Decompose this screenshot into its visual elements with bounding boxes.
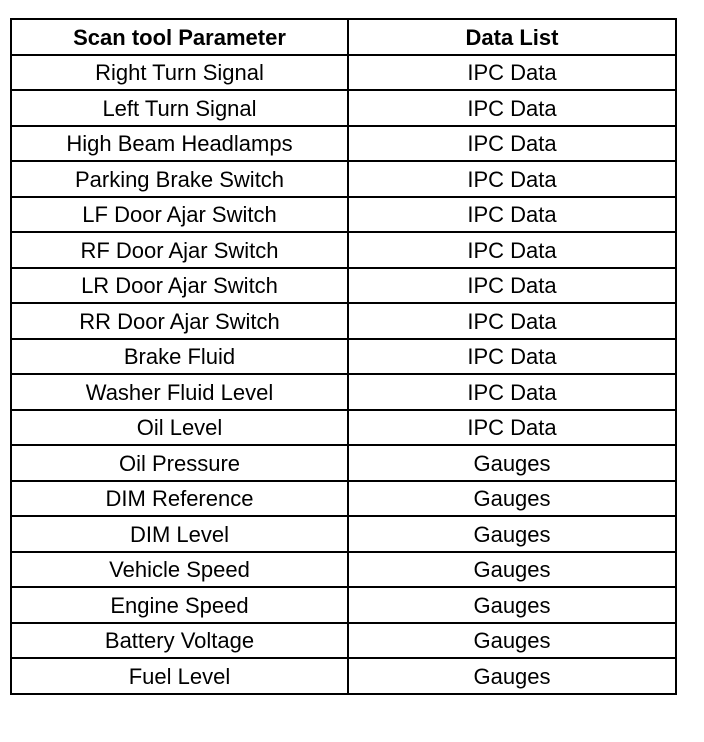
parameter-cell: Right Turn Signal — [11, 55, 348, 91]
data-list-cell: Gauges — [348, 481, 676, 517]
table-row — [11, 55, 676, 91]
parameter-cell: Left Turn Signal — [11, 90, 348, 126]
parameter-cell: Battery Voltage — [11, 623, 348, 659]
data-list-cell: Gauges — [348, 658, 676, 694]
table-row — [11, 481, 676, 517]
table-row — [11, 552, 676, 588]
parameter-cell: LR Door Ajar Switch — [11, 268, 348, 304]
parameter-cell: Fuel Level — [11, 658, 348, 694]
table-row — [11, 303, 676, 339]
data-list-cell: Gauges — [348, 445, 676, 481]
data-list-cell: IPC Data — [348, 410, 676, 446]
parameter-cell: Engine Speed — [11, 587, 348, 623]
table-row — [11, 410, 676, 446]
table-row — [11, 516, 676, 552]
table-row — [11, 232, 676, 268]
data-table-container — [10, 18, 675, 695]
table-row — [11, 126, 676, 162]
table-body — [11, 55, 676, 694]
parameter-cell: Oil Level — [11, 410, 348, 446]
table-row — [11, 587, 676, 623]
data-list-cell: IPC Data — [348, 90, 676, 126]
parameter-cell: LF Door Ajar Switch — [11, 197, 348, 233]
table-row — [11, 339, 676, 375]
scan-tool-data-table — [10, 18, 677, 695]
table-row — [11, 161, 676, 197]
data-list-cell: IPC Data — [348, 339, 676, 375]
parameter-cell: RF Door Ajar Switch — [11, 232, 348, 268]
data-list-cell: IPC Data — [348, 268, 676, 304]
table-row — [11, 658, 676, 694]
parameter-cell: Parking Brake Switch — [11, 161, 348, 197]
table-row — [11, 445, 676, 481]
data-list-cell: IPC Data — [348, 197, 676, 233]
parameter-cell: High Beam Headlamps — [11, 126, 348, 162]
table-row — [11, 90, 676, 126]
table-header-row — [11, 19, 676, 55]
parameter-cell: RR Door Ajar Switch — [11, 303, 348, 339]
parameter-cell: Washer Fluid Level — [11, 374, 348, 410]
data-list-cell: Gauges — [348, 552, 676, 588]
data-list-cell: Gauges — [348, 587, 676, 623]
parameter-cell: Oil Pressure — [11, 445, 348, 481]
header-scan-tool-parameter: Scan tool Parameter — [11, 19, 348, 55]
header-data-list: Data List — [348, 19, 676, 55]
data-list-cell: IPC Data — [348, 303, 676, 339]
data-list-cell: IPC Data — [348, 374, 676, 410]
parameter-cell: DIM Reference — [11, 481, 348, 517]
data-list-cell: IPC Data — [348, 126, 676, 162]
parameter-cell: Vehicle Speed — [11, 552, 348, 588]
table-row — [11, 197, 676, 233]
data-list-cell: Gauges — [348, 623, 676, 659]
data-list-cell: IPC Data — [348, 55, 676, 91]
data-list-cell: IPC Data — [348, 161, 676, 197]
table-row — [11, 268, 676, 304]
table-row — [11, 623, 676, 659]
data-list-cell: IPC Data — [348, 232, 676, 268]
parameter-cell: DIM Level — [11, 516, 348, 552]
table-row — [11, 374, 676, 410]
parameter-cell: Brake Fluid — [11, 339, 348, 375]
data-list-cell: Gauges — [348, 516, 676, 552]
